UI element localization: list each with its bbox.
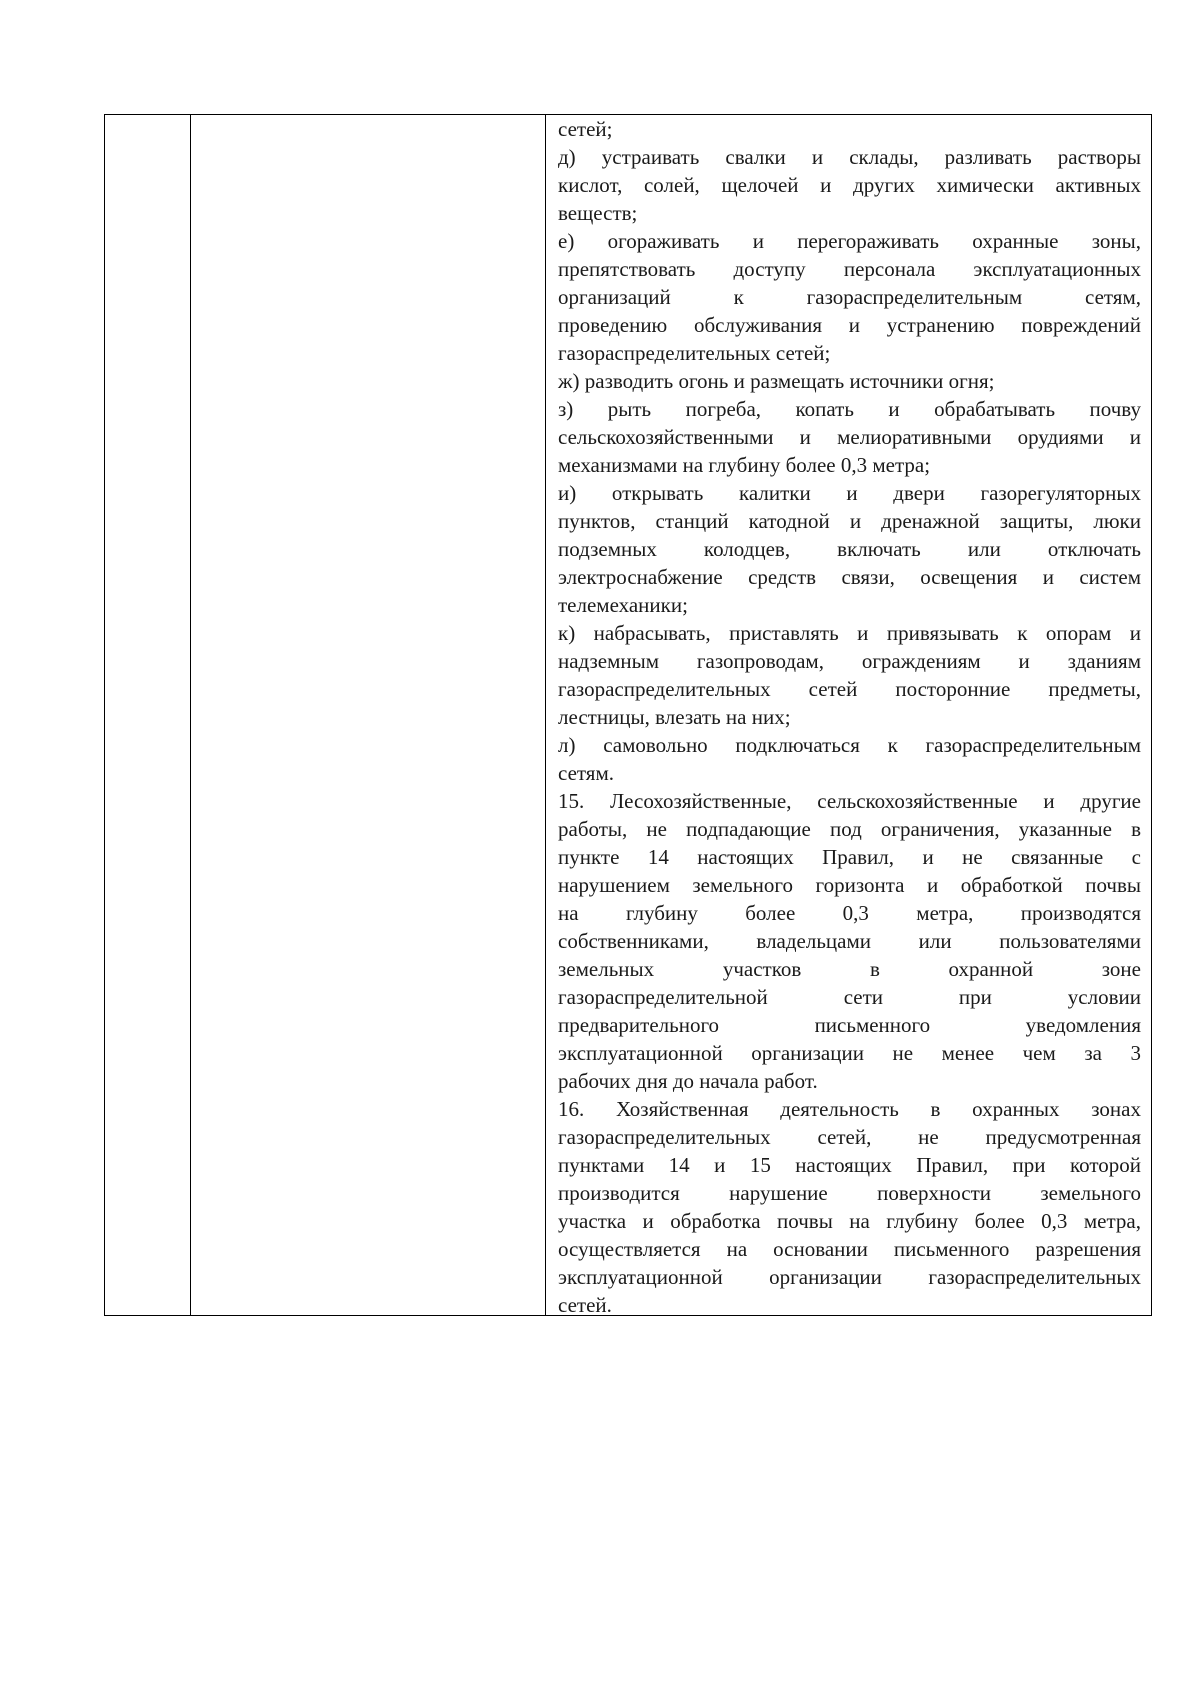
text-line: е) огораживать и перегораживать охранные зоны, (558, 229, 1141, 253)
text-line: на глубину более 0,3 метра, производятся (558, 901, 1141, 925)
text-line: эксплуатационной организации не менее чем за 3 (558, 1041, 1141, 1065)
text-line: работы, не подпадающие под ограничения, указанные в (558, 817, 1141, 841)
text-line: лестницы, влезать на них; (558, 705, 791, 729)
text-line: з) рыть погреба, копать и обрабатывать почву (558, 397, 1141, 421)
text-line: подземных колодцев, включать или отключать (558, 537, 1141, 561)
text-line: и) открывать калитки и двери газорегуляторных (558, 481, 1141, 505)
text-line: осуществляется на основании письменного разрешения (558, 1237, 1141, 1261)
text-line: пункте 14 настоящих Правил, и не связанные с (558, 845, 1141, 869)
restrictions-text (558, 115, 1141, 1319)
text-line: механизмами на глубину более 0,3 метра; (558, 453, 931, 477)
text-line: собственниками, владельцами или пользователями (558, 929, 1141, 953)
text-line: участка и обработка почвы на глубину более 0,3 метра, (558, 1209, 1141, 1233)
text-line: сетям. (558, 761, 614, 785)
text-line: 16. Хозяйственная деятельность в охранных зонах (558, 1097, 1141, 1121)
text-line: сетей; (558, 117, 613, 141)
text-line: пунктами 14 и 15 настоящих Правил, при которой (558, 1153, 1141, 1177)
text-line: производится нарушение поверхности земельного (558, 1181, 1141, 1205)
text-line: телемеханики; (558, 593, 688, 617)
text-line: к) набрасывать, приставлять и привязывать к опорам и (558, 621, 1141, 645)
text-line: 15. Лесохозяйственные, сельскохозяйственные и другие (558, 789, 1141, 813)
text-line: газораспределительной сети при условии (558, 985, 1141, 1009)
text-line: проведению обслуживания и устранению повреждений (558, 313, 1141, 337)
table-cell-content (546, 115, 1151, 1315)
document-table (104, 114, 1152, 1316)
text-line: рабочих дня до начала работ. (558, 1069, 818, 1093)
text-line: кислот, солей, щелочей и других химически активных (558, 173, 1141, 197)
text-line: эксплуатационной организации газораспределительных (558, 1265, 1141, 1289)
text-line: сельскохозяйственными и мелиоративными орудиями и (558, 425, 1141, 449)
text-line: препятствовать доступу персонала эксплуатационных (558, 257, 1141, 281)
text-line: предварительного письменного уведомления (558, 1013, 1141, 1037)
text-line: нарушением земельного горизонта и обработкой почвы (558, 873, 1141, 897)
text-line: веществ; (558, 201, 638, 225)
text-line: организаций к газораспределительным сетям, (558, 285, 1141, 309)
text-line: сетей. (558, 1293, 612, 1317)
table-cell-name (191, 115, 546, 1315)
text-line: газораспределительных сетей; (558, 341, 831, 365)
text-line: л) самовольно подключаться к газораспределительным (558, 733, 1141, 757)
text-line: земельных участков в охранной зоне (558, 957, 1141, 981)
text-line: электроснабжение средств связи, освещения и систем (558, 565, 1141, 589)
text-line: ж) разводить огонь и размещать источники огня; (558, 369, 995, 393)
text-line: д) устраивать свалки и склады, разливать растворы (558, 145, 1141, 169)
text-line: надземным газопроводам, ограждениям и зданиям (558, 649, 1141, 673)
table-cell-number (105, 115, 191, 1315)
text-line: газораспределительных сетей, не предусмотренная (558, 1125, 1141, 1149)
text-line: газораспределительных сетей посторонние предметы, (558, 677, 1141, 701)
text-line: пунктов, станций катодной и дренажной защиты, люки (558, 509, 1141, 533)
